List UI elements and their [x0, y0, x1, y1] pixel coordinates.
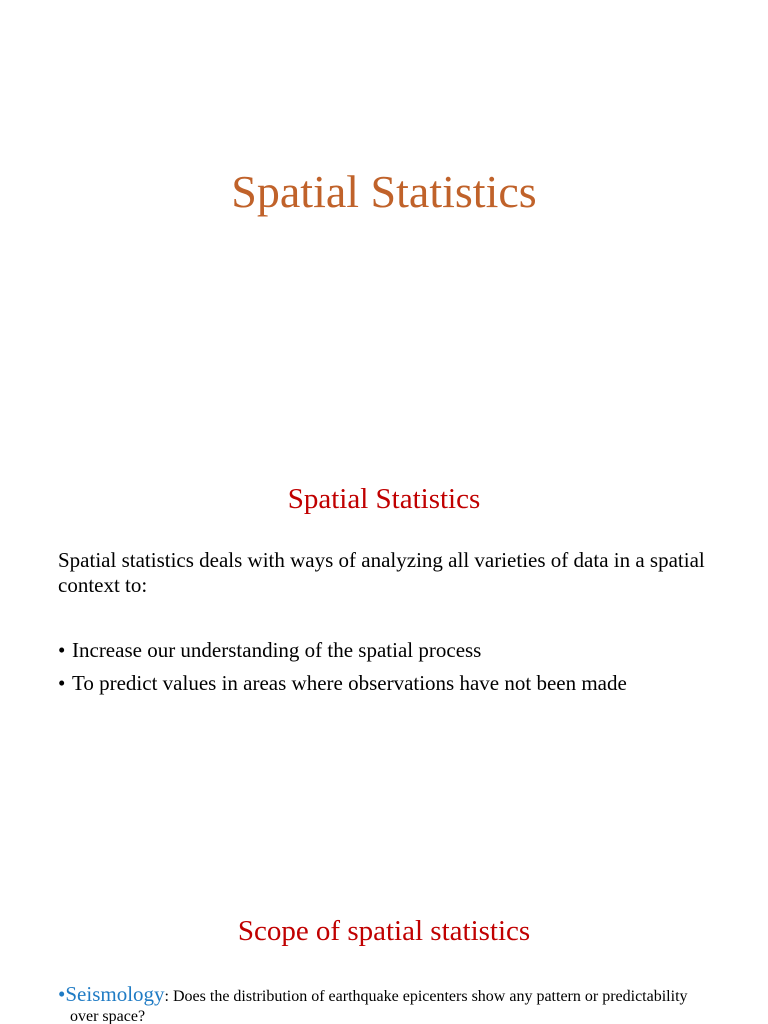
bullet-dot-icon: •	[58, 671, 66, 695]
slide-scope	[0, 864, 768, 1024]
scope-item-seismology	[58, 984, 718, 1024]
slide-title	[0, 0, 768, 432]
bullet-dot-icon: •	[58, 982, 66, 1006]
bullet-item	[58, 638, 627, 663]
bullet-text: Increase our understanding of the spatial process	[72, 638, 482, 662]
slide-definition	[0, 432, 768, 864]
definition-bullet-list	[58, 638, 627, 704]
scope-description: Does the distribution of earthquake epicenters show any pattern or predictability over space?	[70, 988, 688, 1024]
slide-3-title: Scope of spatial statistics	[237, 915, 531, 947]
scope-list	[58, 984, 718, 1024]
bullet-text: To predict values in areas where observations have not been made	[72, 671, 627, 695]
scope-separator: :	[164, 988, 169, 1005]
definition-paragraph: Spatial statistics deals with ways of analyzing all varieties of data in a spatial context to:	[58, 548, 705, 597]
scope-term: Seismology	[65, 982, 165, 1006]
bullet-dot-icon: •	[58, 638, 66, 662]
slide-2-title: Spatial Statistics	[287, 483, 481, 515]
slide-1-title: Spatial Statistics	[231, 166, 537, 217]
bullet-item	[58, 671, 627, 696]
